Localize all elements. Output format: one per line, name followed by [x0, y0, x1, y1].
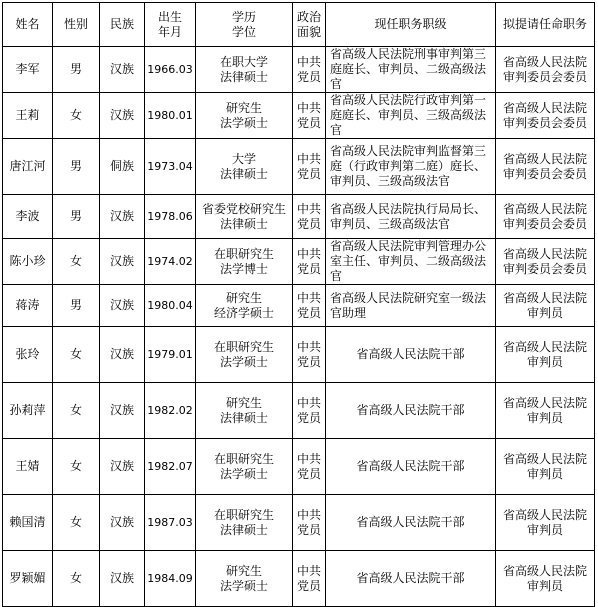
cell-education-line2: 法律硕士: [219, 216, 268, 231]
cell-name: 赖国清: [3, 495, 53, 551]
cell-ethnicity: 汉族: [100, 551, 145, 607]
cell-proposed-post: [496, 139, 595, 195]
cell-proposed-post-line1: 省高级人民法院: [502, 100, 587, 115]
cell-name: 王婧: [3, 439, 53, 495]
cell-ethnicity: 汉族: [100, 93, 145, 139]
cell-proposed-post-line1: 省高级人民法院: [502, 151, 587, 166]
cell-ethnicity: 汉族: [100, 285, 145, 327]
cell-name: 李波: [3, 195, 53, 239]
cell-proposed-post: [496, 439, 595, 495]
cell-current-post: 省高级人民法院研究室一级法官助理: [326, 285, 496, 327]
cell-proposed-post-line2: 审判员: [526, 305, 563, 320]
table-row: [3, 195, 595, 239]
cell-proposed-post: [496, 551, 595, 607]
header-politics-line1: 政治: [296, 9, 321, 24]
cell-proposed-post-line2: 审判委员会委员: [502, 115, 587, 130]
cell-proposed-post-line1: 省高级人民法院: [502, 201, 587, 216]
cell-proposed-post-line2: 审判委员会委员: [502, 69, 587, 84]
cell-current-post: 省高级人民法院审判监督第三庭（行政审判第二庭）庭长、审判员、三级高级法官: [326, 139, 496, 195]
cell-ethnicity: 侗族: [100, 139, 145, 195]
cell-proposed-post: [496, 195, 595, 239]
cell-birth: 1966.03: [145, 47, 196, 93]
cell-politics: [293, 439, 326, 495]
cell-politics-line1: 中共: [296, 151, 321, 166]
cell-proposed-post: [496, 285, 595, 327]
cell-proposed-post-line2: 审判员: [526, 466, 563, 481]
cell-gender: 男: [53, 195, 100, 239]
header-politics-line2: 面貌: [296, 24, 321, 39]
cell-education-line2: 法律硕士: [219, 69, 268, 84]
table-body: [3, 3, 595, 607]
cell-politics-line1: 中共: [296, 201, 321, 216]
cell-education-line2: 法律硕士: [219, 410, 268, 425]
cell-ethnicity: 汉族: [100, 495, 145, 551]
cell-proposed-post-line2: 审判委员会委员: [502, 166, 587, 181]
header-education-line2: 学位: [231, 24, 256, 39]
cell-ethnicity: 汉族: [100, 195, 145, 239]
cell-name: 王莉: [3, 93, 53, 139]
header-education: [196, 3, 293, 47]
cell-proposed-post: [496, 47, 595, 93]
header-row: [3, 3, 595, 47]
cell-education: [196, 239, 293, 285]
table-row: [3, 383, 595, 439]
cell-politics: [293, 195, 326, 239]
cell-education: [196, 285, 293, 327]
cell-name: 孙莉萍: [3, 383, 53, 439]
cell-gender: 男: [53, 47, 100, 93]
cell-education: [196, 383, 293, 439]
cell-gender: 女: [53, 327, 100, 383]
cell-proposed-post-line1: 省高级人民法院: [502, 54, 587, 69]
cell-education-line2: 法学硕士: [219, 115, 268, 130]
cell-current-post: 省高级人民法院刑事审判第三庭庭长、审判员、二级高级法官: [326, 47, 496, 93]
cell-politics-line1: 中共: [296, 395, 321, 410]
cell-proposed-post-line1: 省高级人民法院: [502, 507, 587, 522]
cell-proposed-post-line2: 审判委员会委员: [502, 261, 587, 276]
cell-ethnicity: 汉族: [100, 383, 145, 439]
table-row: [3, 285, 595, 327]
cell-birth: 1982.02: [145, 383, 196, 439]
cell-education: [196, 439, 293, 495]
cell-proposed-post-line1: 省高级人民法院: [502, 339, 587, 354]
cell-birth: 1980.04: [145, 285, 196, 327]
header-current-post: 现任职务职级: [326, 3, 496, 47]
cell-politics-line1: 中共: [296, 339, 321, 354]
cell-name: 蒋涛: [3, 285, 53, 327]
cell-politics-line1: 中共: [296, 290, 321, 305]
cell-current-post: 省高级人民法院行政审判第一庭庭长、审判员、三级高级法官: [326, 93, 496, 139]
cell-gender: 男: [53, 139, 100, 195]
cell-politics-line2: 党员: [296, 410, 321, 425]
table-row: [3, 93, 595, 139]
cell-education-line2: 法学硕士: [219, 354, 268, 369]
cell-politics-line2: 党员: [296, 69, 321, 84]
cell-birth: 1978.06: [145, 195, 196, 239]
cell-current-post: 省高级人民法院执行局局长、审判员、三级高级法官: [326, 195, 496, 239]
cell-ethnicity: 汉族: [100, 327, 145, 383]
cell-politics: [293, 383, 326, 439]
cell-ethnicity: 汉族: [100, 47, 145, 93]
cell-current-post: 省高级人民法院干部: [326, 495, 496, 551]
cell-politics-line2: 党员: [296, 166, 321, 181]
header-proposed-post: 拟提请任命职务: [496, 3, 595, 47]
cell-name: 罗颖媚: [3, 551, 53, 607]
cell-education-line2: 法律硕士: [219, 166, 268, 181]
cell-politics-line1: 中共: [296, 563, 321, 578]
table-row: [3, 495, 595, 551]
cell-gender: 女: [53, 239, 100, 285]
cell-proposed-post-line2: 审判员: [526, 354, 563, 369]
cell-education: [196, 47, 293, 93]
table-row: [3, 47, 595, 93]
header-politics: [293, 3, 326, 47]
cell-education-line1: 研究生: [225, 290, 262, 305]
cell-politics: [293, 93, 326, 139]
cell-education-line2: 法学博士: [219, 261, 268, 276]
table-row: [3, 551, 595, 607]
cell-politics-line1: 中共: [296, 100, 321, 115]
cell-proposed-post-line2: 审判委员会委员: [502, 216, 587, 231]
cell-education-line1: 省委党校研究生: [201, 201, 286, 216]
cell-proposed-post: [496, 495, 595, 551]
cell-politics-line2: 党员: [296, 466, 321, 481]
cell-education-line2: 法学硕士: [219, 578, 268, 593]
cell-birth: 1973.04: [145, 139, 196, 195]
cell-proposed-post-line2: 审判员: [526, 578, 563, 593]
cell-proposed-post-line1: 省高级人民法院: [502, 246, 587, 261]
cell-education-line1: 在职研究生: [213, 451, 274, 466]
cell-current-post: 省高级人民法院干部: [326, 327, 496, 383]
cell-proposed-post-line1: 省高级人民法院: [502, 563, 587, 578]
cell-education-line1: 大学: [231, 151, 256, 166]
cell-politics: [293, 139, 326, 195]
cell-education-line1: 研究生: [225, 100, 262, 115]
cell-proposed-post: [496, 239, 595, 285]
cell-education-line1: 在职研究生: [213, 339, 274, 354]
cell-education: [196, 195, 293, 239]
cell-current-post: 省高级人民法院审判管理办公室主任、审判员、二级高级法官: [326, 239, 496, 285]
cell-education-line2: 经济学硕士: [213, 305, 274, 320]
cell-politics: [293, 285, 326, 327]
header-name: 姓名: [3, 3, 53, 47]
cell-politics-line1: 中共: [296, 54, 321, 69]
header-birth-line2: 年月: [157, 24, 182, 39]
cell-politics: [293, 327, 326, 383]
cell-politics-line1: 中共: [296, 246, 321, 261]
cell-politics-line2: 党员: [296, 578, 321, 593]
cell-name: 陈小珍: [3, 239, 53, 285]
table-row: [3, 327, 595, 383]
cell-education: [196, 139, 293, 195]
cell-name: 张玲: [3, 327, 53, 383]
cell-gender: 男: [53, 285, 100, 327]
cell-birth: 1982.07: [145, 439, 196, 495]
cell-politics-line1: 中共: [296, 507, 321, 522]
cell-proposed-post-line1: 省高级人民法院: [502, 290, 587, 305]
cell-education: [196, 495, 293, 551]
cell-ethnicity: 汉族: [100, 439, 145, 495]
appointment-roster-table: [2, 2, 595, 607]
cell-birth: 1987.03: [145, 495, 196, 551]
cell-education-line1: 在职研究生: [213, 507, 274, 522]
cell-politics-line2: 党员: [296, 261, 321, 276]
cell-politics: [293, 495, 326, 551]
cell-proposed-post-line1: 省高级人民法院: [502, 451, 587, 466]
cell-proposed-post-line2: 审判员: [526, 522, 563, 537]
cell-politics-line2: 党员: [296, 522, 321, 537]
cell-gender: 女: [53, 439, 100, 495]
cell-birth: 1980.01: [145, 93, 196, 139]
cell-ethnicity: 汉族: [100, 239, 145, 285]
cell-education: [196, 551, 293, 607]
cell-gender: 女: [53, 383, 100, 439]
header-education-line1: 学历: [231, 9, 256, 24]
cell-current-post: 省高级人民法院干部: [326, 383, 496, 439]
cell-education-line2: 法律硕士: [219, 522, 268, 537]
cell-proposed-post: [496, 383, 595, 439]
cell-politics-line2: 党员: [296, 115, 321, 130]
cell-education-line1: 在职研究生: [213, 246, 274, 261]
cell-name: 李军: [3, 47, 53, 93]
cell-politics: [293, 239, 326, 285]
cell-politics-line2: 党员: [296, 354, 321, 369]
table-row: [3, 439, 595, 495]
cell-education-line2: 法学硕士: [219, 466, 268, 481]
cell-education: [196, 327, 293, 383]
cell-politics-line1: 中共: [296, 451, 321, 466]
header-ethnicity: 民族: [100, 3, 145, 47]
cell-gender: 女: [53, 551, 100, 607]
cell-proposed-post: [496, 93, 595, 139]
cell-current-post: 省高级人民法院干部: [326, 551, 496, 607]
cell-current-post: 省高级人民法院干部: [326, 439, 496, 495]
cell-proposed-post: [496, 327, 595, 383]
cell-politics: [293, 551, 326, 607]
header-birth-line1: 出生: [157, 9, 182, 24]
cell-proposed-post-line2: 审判员: [526, 410, 563, 425]
cell-name: 唐江河: [3, 139, 53, 195]
cell-education-line1: 在职大学: [219, 54, 268, 69]
cell-education-line1: 研究生: [225, 563, 262, 578]
header-birth: [145, 3, 196, 47]
cell-gender: 女: [53, 495, 100, 551]
table-row: [3, 239, 595, 285]
cell-birth: 1974.02: [145, 239, 196, 285]
cell-birth: 1979.01: [145, 327, 196, 383]
cell-politics: [293, 47, 326, 93]
header-gender: 性别: [53, 3, 100, 47]
cell-education-line1: 研究生: [225, 395, 262, 410]
cell-birth: 1984.09: [145, 551, 196, 607]
cell-gender: 女: [53, 93, 100, 139]
cell-politics-line2: 党员: [296, 216, 321, 231]
cell-politics-line2: 党员: [296, 305, 321, 320]
table-row: [3, 139, 595, 195]
cell-proposed-post-line1: 省高级人民法院: [502, 395, 587, 410]
cell-education: [196, 93, 293, 139]
